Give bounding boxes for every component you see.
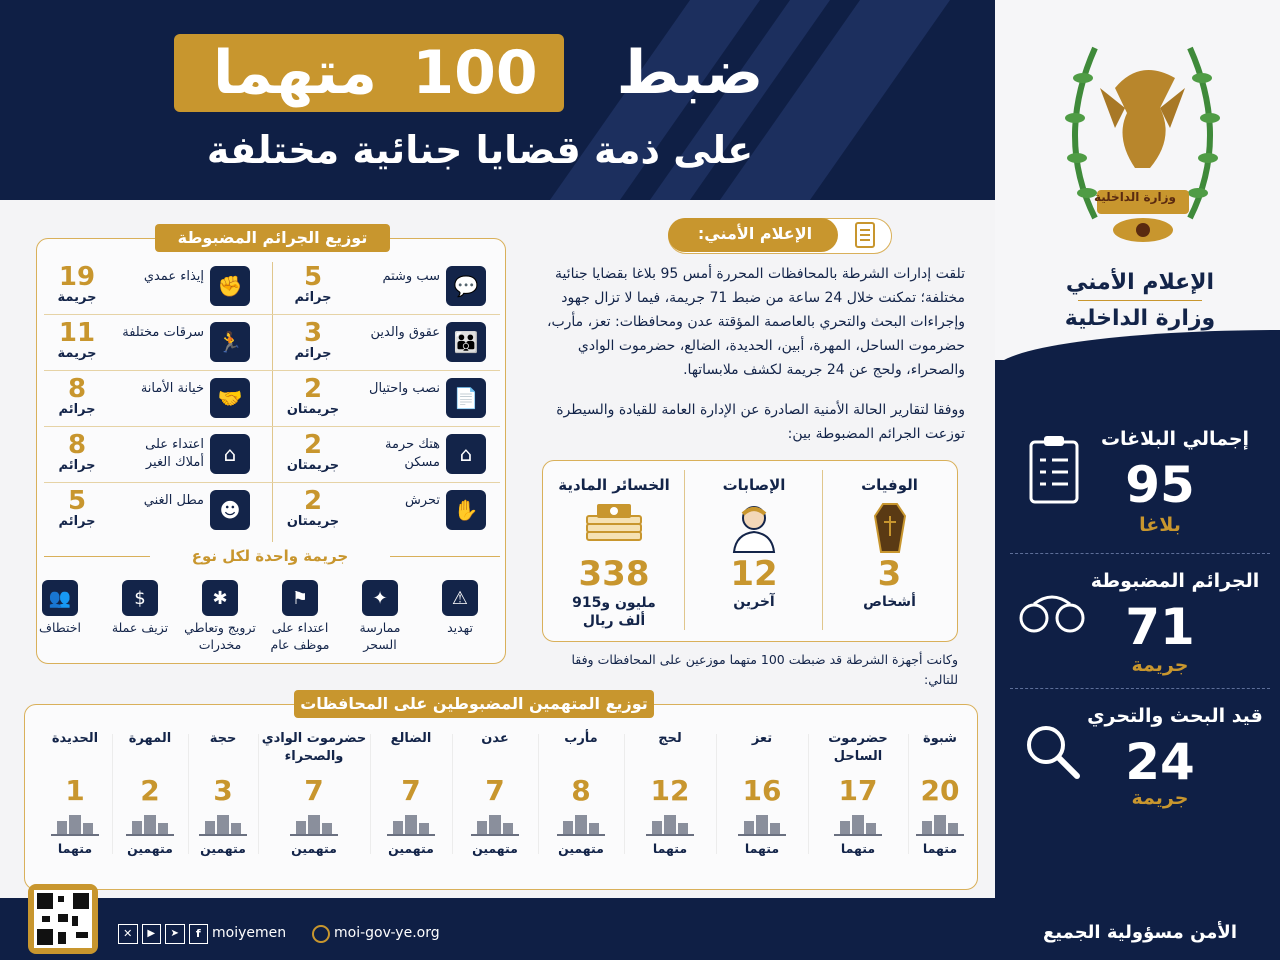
governorate-name: لحج bbox=[658, 731, 682, 746]
security-media-heading: الإعلام الأمني: bbox=[697, 224, 813, 243]
crime-count: 19 bbox=[58, 262, 96, 292]
title-word: متهما bbox=[212, 38, 377, 108]
crime-row-divider bbox=[44, 370, 500, 371]
security-media-paragraph-1: تلقت إدارات الشرطة بالمحافظات المحررة أمس 95 بلاغا بقضايا جنائية مختلفة؛ تمكنت خلال 24 ساعة من ضبط 71 جريمة، فيما لا تزال جهود وإجراءات البحث والتحري بالعاصمة المؤقتة عدن ومحافظات: تعز، مأرب، حضرموت الساحل، المهرة، أبين، الحديدة، الضالع، حضرموت الوادي والصحراء، ولحج عن 24 جريمة لكشف ملابساتها. bbox=[546, 266, 965, 378]
landmark-icon bbox=[808, 811, 908, 837]
title-subtitle: على ذمة قضايا جنائية مختلفة bbox=[206, 128, 754, 172]
governorate-divider bbox=[624, 734, 625, 854]
single-crime-label: تزيف عملة bbox=[111, 620, 169, 635]
injured-person-icon bbox=[686, 502, 822, 554]
casualty-unit: مليون و915 ألف ريال bbox=[572, 595, 656, 629]
governorate-name: تعز bbox=[751, 731, 773, 746]
casualty-value: 3 bbox=[877, 554, 902, 594]
house-icon: ⌂ bbox=[446, 434, 486, 474]
crime-unit: جريمتان bbox=[286, 514, 340, 529]
governorate-unit: متهمين bbox=[388, 841, 434, 856]
coffin-icon bbox=[823, 502, 956, 554]
crime-row-divider bbox=[44, 314, 500, 315]
crime-row-divider bbox=[44, 482, 500, 483]
stat-label: إجمالي البلاغات bbox=[1100, 428, 1250, 450]
kidnapping-icon: 👥 bbox=[42, 580, 78, 616]
website-link[interactable]: moi-gov-ye.org bbox=[334, 925, 440, 941]
governorate-name: المهرة bbox=[128, 731, 172, 746]
stat-value: 95 bbox=[1125, 456, 1195, 514]
officer-assault-icon: ⚑ bbox=[282, 580, 318, 616]
family-icon: 👪 bbox=[446, 322, 486, 362]
crime-count: 8 bbox=[67, 430, 87, 460]
stop-hand-icon: ✋ bbox=[446, 490, 486, 530]
casualty-label: الوفيات bbox=[861, 476, 918, 494]
landmark-icon bbox=[258, 811, 370, 837]
crime-count: 3 bbox=[303, 318, 323, 348]
governorate-count: 8 bbox=[571, 774, 591, 807]
governorate-name: مأرب bbox=[564, 731, 598, 746]
crime-item bbox=[44, 374, 266, 424]
document-icon bbox=[850, 220, 880, 250]
governorate-column bbox=[808, 730, 908, 880]
crime-unit: جريمة bbox=[57, 346, 97, 361]
crime-count: 11 bbox=[58, 318, 96, 348]
landmark-icon bbox=[538, 811, 624, 837]
stat-total-reports bbox=[1010, 420, 1270, 550]
governorate-unit: متهمين bbox=[291, 841, 337, 856]
globe-icon bbox=[312, 925, 330, 943]
crimes-panel-divider bbox=[272, 262, 273, 542]
governorate-column bbox=[370, 730, 452, 880]
landmark-icon bbox=[38, 811, 112, 837]
magic-icon: ✦ bbox=[362, 580, 398, 616]
governorate-unit: متهما bbox=[744, 841, 780, 856]
governorate-unit: متهمين bbox=[127, 841, 173, 856]
crime-row-divider bbox=[44, 426, 500, 427]
stat-value: 71 bbox=[1125, 598, 1195, 656]
single-crime-label: تهديد bbox=[447, 620, 473, 635]
governorate-count: 7 bbox=[485, 774, 505, 807]
governorate-divider bbox=[452, 734, 453, 854]
single-crime-label: اعتداء على موظف عام bbox=[270, 620, 330, 652]
qr-code[interactable] bbox=[28, 884, 98, 954]
property-icon: ⌂ bbox=[210, 434, 250, 474]
stat-under-investigation bbox=[1010, 695, 1270, 820]
ministry-divider bbox=[1078, 300, 1202, 301]
facebook-icon[interactable]: f bbox=[189, 924, 209, 944]
governorate-column bbox=[538, 730, 624, 880]
governorate-count: 7 bbox=[304, 774, 324, 807]
governorate-count: 7 bbox=[401, 774, 421, 807]
security-media-paragraph-3: وكانت أجهزة الشرطة قد ضبطت 100 متهما موزعين على المحافظات وفقا للتالي: bbox=[571, 652, 958, 687]
handshake-icon: 🤝 bbox=[210, 378, 250, 418]
stat-unit: بلاغا bbox=[1139, 514, 1181, 536]
title-prefix: ضبط bbox=[616, 38, 764, 108]
casualty-value: 12 bbox=[730, 554, 778, 594]
governorate-name: شبوة bbox=[923, 731, 957, 746]
crime-count: 2 bbox=[303, 486, 323, 516]
governorate-column bbox=[624, 730, 716, 880]
money-stack-icon bbox=[545, 502, 683, 554]
crime-item bbox=[280, 430, 502, 480]
sidebar-divider bbox=[1010, 553, 1270, 554]
casualty-deaths bbox=[823, 470, 956, 635]
title-number: 100 bbox=[412, 38, 538, 108]
casualty-unit: آخرين bbox=[733, 594, 775, 610]
youtube-icon[interactable]: ▶ bbox=[142, 924, 162, 944]
crime-item bbox=[44, 486, 266, 536]
stat-label: الجرائم المضبوطة bbox=[1090, 570, 1260, 592]
crime-count: 2 bbox=[303, 430, 323, 460]
governorate-name: الحديدة bbox=[51, 731, 99, 746]
governorate-column bbox=[908, 730, 972, 880]
crime-item bbox=[280, 318, 502, 368]
crime-label: نصب واحتيال bbox=[369, 381, 440, 396]
governorate-name: عدن bbox=[481, 731, 509, 746]
speech-bubble-icon: 💬 bbox=[446, 266, 486, 306]
threat-icon: ⚠ bbox=[442, 580, 478, 616]
stat-value: 24 bbox=[1125, 733, 1195, 791]
counterfeit-money-icon: $ bbox=[122, 580, 158, 616]
footer-slogan: الأمن مسؤولية الجميع bbox=[1042, 922, 1238, 943]
magnifier-icon bbox=[1022, 721, 1082, 781]
ministry-line1: الإعلام الأمني bbox=[1065, 270, 1215, 295]
assault-icon: ✊ bbox=[210, 266, 250, 306]
social-handle[interactable]: moiyemen bbox=[212, 925, 287, 941]
crime-label: عقوق والدين bbox=[370, 325, 440, 340]
landmark-icon bbox=[188, 811, 258, 837]
crime-unit: جرائم bbox=[58, 514, 96, 529]
casualty-injuries bbox=[686, 470, 822, 635]
stat-unit: جريمة bbox=[1131, 787, 1189, 809]
governorate-count: 12 bbox=[650, 774, 690, 807]
governorate-unit: متهمين bbox=[558, 841, 604, 856]
crime-item bbox=[280, 374, 502, 424]
drugs-icon: ✱ bbox=[202, 580, 238, 616]
governorate-count: 17 bbox=[838, 774, 878, 807]
governorate-divider bbox=[538, 734, 539, 854]
crime-label: تحرش bbox=[404, 493, 440, 508]
crime-unit: جرائم bbox=[58, 458, 96, 473]
governorate-divider bbox=[716, 734, 717, 854]
handcuffs-icon bbox=[1018, 586, 1086, 636]
single-crime-label: اختطاف bbox=[39, 620, 81, 635]
crime-count: 5 bbox=[67, 486, 87, 516]
sidebar-divider bbox=[1010, 688, 1270, 689]
casualty-label: الخسائر المادية bbox=[558, 476, 670, 494]
governorate-name: حجة bbox=[209, 731, 237, 746]
single-crime-item bbox=[22, 580, 98, 652]
landmark-icon bbox=[112, 811, 188, 837]
crime-item bbox=[280, 486, 502, 536]
ministry-emblem bbox=[1055, 18, 1230, 248]
single-crime-item bbox=[262, 580, 338, 652]
stat-label: قيد البحث والتحري bbox=[1087, 705, 1263, 727]
crime-unit: جرائم bbox=[294, 346, 332, 361]
governorate-count: 2 bbox=[140, 774, 160, 807]
landmark-icon bbox=[908, 811, 972, 837]
casualty-material-losses bbox=[545, 470, 683, 635]
governorate-divider bbox=[370, 734, 371, 854]
crime-unit: جريمتان bbox=[286, 458, 340, 473]
crime-count: 5 bbox=[303, 262, 323, 292]
governorate-unit: متهمين bbox=[200, 841, 246, 856]
crime-item bbox=[280, 262, 502, 312]
governorate-name: الضالع bbox=[390, 731, 432, 746]
one-each-heading: جريمة واحدة لكل نوع bbox=[150, 547, 390, 569]
security-media-paragraph-2: ووفقا لتقارير الحالة الأمنية الصادرة عن الإدارة العامة للقيادة والسيطرة توزعت الجرائم المضبوطة بين: bbox=[556, 402, 965, 442]
governorate-count: 3 bbox=[213, 774, 233, 807]
governorate-unit: متهما bbox=[652, 841, 688, 856]
single-crime-label: ممارسة السحر bbox=[359, 620, 401, 652]
governorate-count: 16 bbox=[742, 774, 782, 807]
governorates-heading: توزيع المتهمين المضبوطين على المحافظات bbox=[294, 690, 654, 718]
casualty-value: 338 bbox=[578, 554, 650, 594]
crime-label: هتك حرمة مسكن bbox=[384, 437, 440, 470]
casualty-unit: أشخاص bbox=[863, 594, 916, 610]
stat-seized-crimes bbox=[1010, 560, 1270, 685]
governorate-name: حضرموت الوادي والصحراء bbox=[261, 731, 367, 764]
crime-item bbox=[44, 430, 266, 480]
single-crime-item bbox=[422, 580, 498, 652]
crime-label: إيذاء عمدي bbox=[143, 269, 204, 284]
governorate-divider bbox=[808, 734, 809, 854]
landmark-icon bbox=[452, 811, 538, 837]
single-crime-item bbox=[182, 580, 258, 652]
social-icons bbox=[118, 924, 208, 944]
crime-item bbox=[44, 318, 266, 368]
crime-unit: جرائم bbox=[294, 290, 332, 305]
crime-label: سب وشتم bbox=[382, 269, 440, 284]
stat-unit: جريمة bbox=[1131, 654, 1189, 676]
crime-count: 2 bbox=[303, 374, 323, 404]
governorate-divider bbox=[188, 734, 189, 854]
crime-label: مطل الغني bbox=[143, 493, 204, 508]
governorate-column bbox=[452, 730, 538, 880]
fraud-document-icon: 📄 bbox=[446, 378, 486, 418]
landmark-icon bbox=[370, 811, 452, 837]
crime-item bbox=[44, 262, 266, 312]
masked-man-icon: ☻ bbox=[210, 490, 250, 530]
crime-label: سرقات مختلفة bbox=[122, 325, 204, 340]
ministry-line2: وزارة الداخلية bbox=[1064, 306, 1216, 331]
governorate-divider bbox=[258, 734, 259, 854]
crime-unit: جرائم bbox=[58, 402, 96, 417]
landmark-icon bbox=[716, 811, 808, 837]
governorate-column bbox=[38, 730, 112, 880]
x-icon[interactable]: ✕ bbox=[118, 924, 138, 944]
governorate-unit: متهما bbox=[922, 841, 958, 856]
landmark-icon bbox=[624, 811, 716, 837]
governorate-divider bbox=[112, 734, 113, 854]
governorate-count: 20 bbox=[920, 774, 960, 807]
crime-count: 8 bbox=[67, 374, 87, 404]
crimes-panel-heading: توزيع الجرائم المضبوطة bbox=[155, 224, 390, 252]
telegram-icon[interactable]: ➤ bbox=[165, 924, 185, 944]
governorate-divider bbox=[908, 734, 909, 854]
crime-label: خيانة الأمانة bbox=[140, 381, 204, 396]
governorate-unit: متهما bbox=[57, 841, 93, 856]
crime-unit: جريمة bbox=[57, 290, 97, 305]
single-crime-label: ترويج وتعاطي مخدرات bbox=[184, 620, 256, 652]
crime-unit: جريمتان bbox=[286, 402, 340, 417]
crime-label: اعتداء على أملاك الغير bbox=[145, 437, 204, 470]
governorate-column bbox=[258, 730, 370, 880]
governorate-unit: متهما bbox=[840, 841, 876, 856]
governorate-column bbox=[112, 730, 188, 880]
casualty-label: الإصابات bbox=[722, 476, 786, 494]
casualties-divider bbox=[684, 470, 685, 630]
running-thief-icon: 🏃 bbox=[210, 322, 250, 362]
governorate-column bbox=[716, 730, 808, 880]
clipboard-icon bbox=[1028, 434, 1080, 504]
governorate-unit: متهمين bbox=[472, 841, 518, 856]
emblem-ribbon-text: وزارة الداخلية bbox=[1093, 190, 1177, 204]
governorate-name: حضرموت الساحل bbox=[828, 731, 888, 764]
governorate-column bbox=[188, 730, 258, 880]
single-crime-item bbox=[102, 580, 178, 652]
single-crime-item bbox=[342, 580, 418, 652]
governorate-count: 1 bbox=[65, 774, 85, 807]
